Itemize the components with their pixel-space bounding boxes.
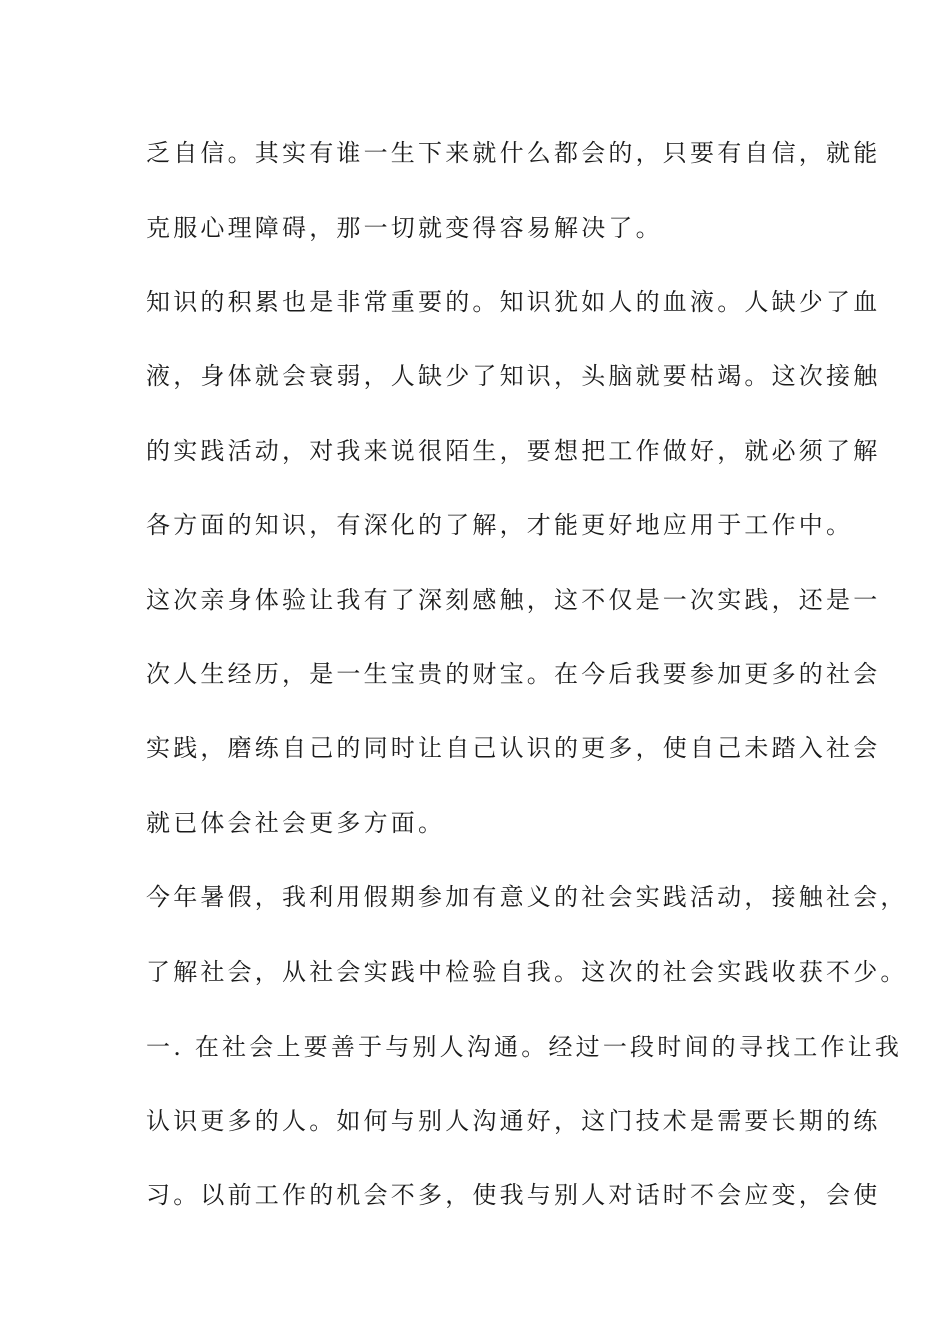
text-line: 乏自信。其实有谁一生下来就什么都会的，只要有自信，就能 [146,139,881,167]
text-line: 克服心理障碍，那一切就变得容易解决了。 [146,214,663,242]
text-line: 液，身体就会衰弱，人缺少了知识，头脑就要枯竭。这次接触 [146,362,881,390]
text-line: 认识更多的人。如何与别人沟通好，这门技术是需要长期的练 [146,1107,881,1135]
text-line: 了解社会，从社会实践中检验自我。这次的社会实践收获不少。 [146,958,908,986]
text-line: 知识的积累也是非常重要的。知识犹如人的血液。人缺少了血 [146,288,881,316]
text-line: 习。以前工作的机会不多，使我与别人对话时不会应变，会使 [146,1181,881,1209]
text-line: 今年暑假，我利用假期参加有意义的社会实践活动，接触社会， [146,883,908,911]
text-line: 这次亲身体验让我有了深刻感触，这不仅是一次实践，还是一 [146,586,881,614]
text-line: 就已体会社会更多方面。 [146,809,446,837]
text-line: 各方面的知识，有深化的了解，才能更好地应用于工作中。 [146,511,854,539]
text-line: 实践，磨练自己的同时让自己认识的更多，使自己未踏入社会 [146,734,881,762]
text-line: 的实践活动，对我来说很陌生，要想把工作做好，就必须了解 [146,437,881,465]
text-line: 次人生经历，是一生宝贵的财宝。在今后我要参加更多的社会 [146,660,881,688]
text-line: 一. 在社会上要善于与别人沟通。经过一段时间的寻找工作让我 [146,1033,903,1061]
